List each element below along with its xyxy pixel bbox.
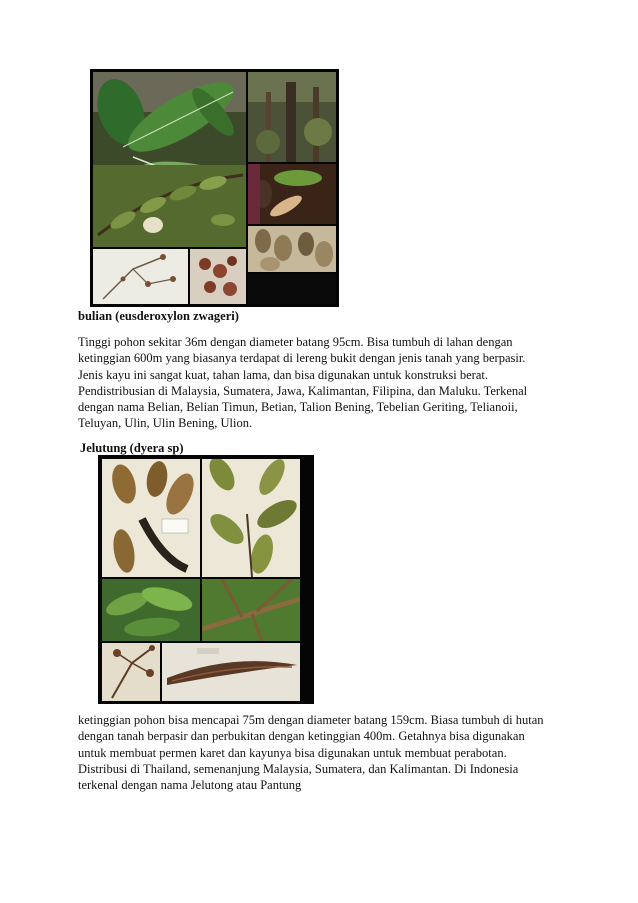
jelutung-twig-photo — [202, 579, 300, 641]
jelutung-description — [78, 712, 561, 793]
jelutung-herbarium-leaves-photo — [102, 459, 200, 577]
paragraph-line: Pendistribusian di Malaysia, Sumatera, Jawa, Kalimantan, Filipina, dan Maluku. Terkenal — [78, 383, 528, 398]
jelutung-live-leaves-photo — [102, 579, 200, 641]
paragraph-line: ketinggian 600m yang biasanya terdapat di lereng bukit dengan jenis tanah yang berpasir. — [78, 351, 526, 366]
bulian-flower-specimen-photo — [93, 249, 188, 304]
bulian-seeds-photo — [248, 226, 336, 272]
bulian-tree-photo — [248, 72, 336, 162]
paragraph-line: Jenis kayu ini sangat kuat, tahan lama, dan bisa digunakan untuk konstruksi berat. — [78, 367, 488, 382]
bulian-flower-cluster-photo — [190, 249, 246, 304]
paragraph-line: terkenal dengan nama Jelutong atau Pantung — [78, 778, 302, 793]
jelutung-heading: Jelutung (dyera sp) — [80, 441, 184, 455]
paragraph-line: untuk membuat permen karet dan kayunya bisa digunakan untuk membuat perabotan. — [78, 745, 507, 760]
jelutung-dried-flowers-photo — [102, 643, 160, 701]
paragraph-line: Distribusi di Thailand, semenanjung Malaysia, Sumatera, dan Kalimantan. Di Indonesia — [78, 761, 519, 776]
jelutung-seed-pod-photo — [162, 643, 300, 701]
jelutung-herbarium-branch-photo — [202, 459, 300, 577]
bulian-seed-strip-photo — [248, 274, 336, 304]
paragraph-line: dengan tanah berpasir dan perbukitan dengan ketinggian 400m. Getahnya bisa digunakan — [78, 729, 525, 744]
paragraph-line: Tinggi pohon sekitar 36m dengan diameter batang 95cm. Bisa tumbuh di lahan dengan — [78, 335, 513, 349]
bulian-branch-photo — [93, 165, 246, 247]
paragraph-line: dengan nama Belian, Belian Timun, Betian, Talion Bening, Tebelian Geriting, Telianoii, — [78, 400, 518, 415]
bulian-fruit-photo — [248, 164, 336, 224]
paragraph-line: Teluyan, Ulin, Ulin Bening, Ulion. — [78, 416, 253, 431]
bulian-heading: bulian (eusderoxylon zwageri) — [78, 309, 239, 323]
bulian-photo-collage — [90, 69, 339, 307]
bulian-description — [78, 334, 561, 432]
paragraph-line: ketinggian pohon bisa mencapai 75m dengan diameter batang 159cm. Biasa tumbuh di hutan — [78, 713, 544, 727]
jelutung-photo-collage — [98, 455, 314, 704]
